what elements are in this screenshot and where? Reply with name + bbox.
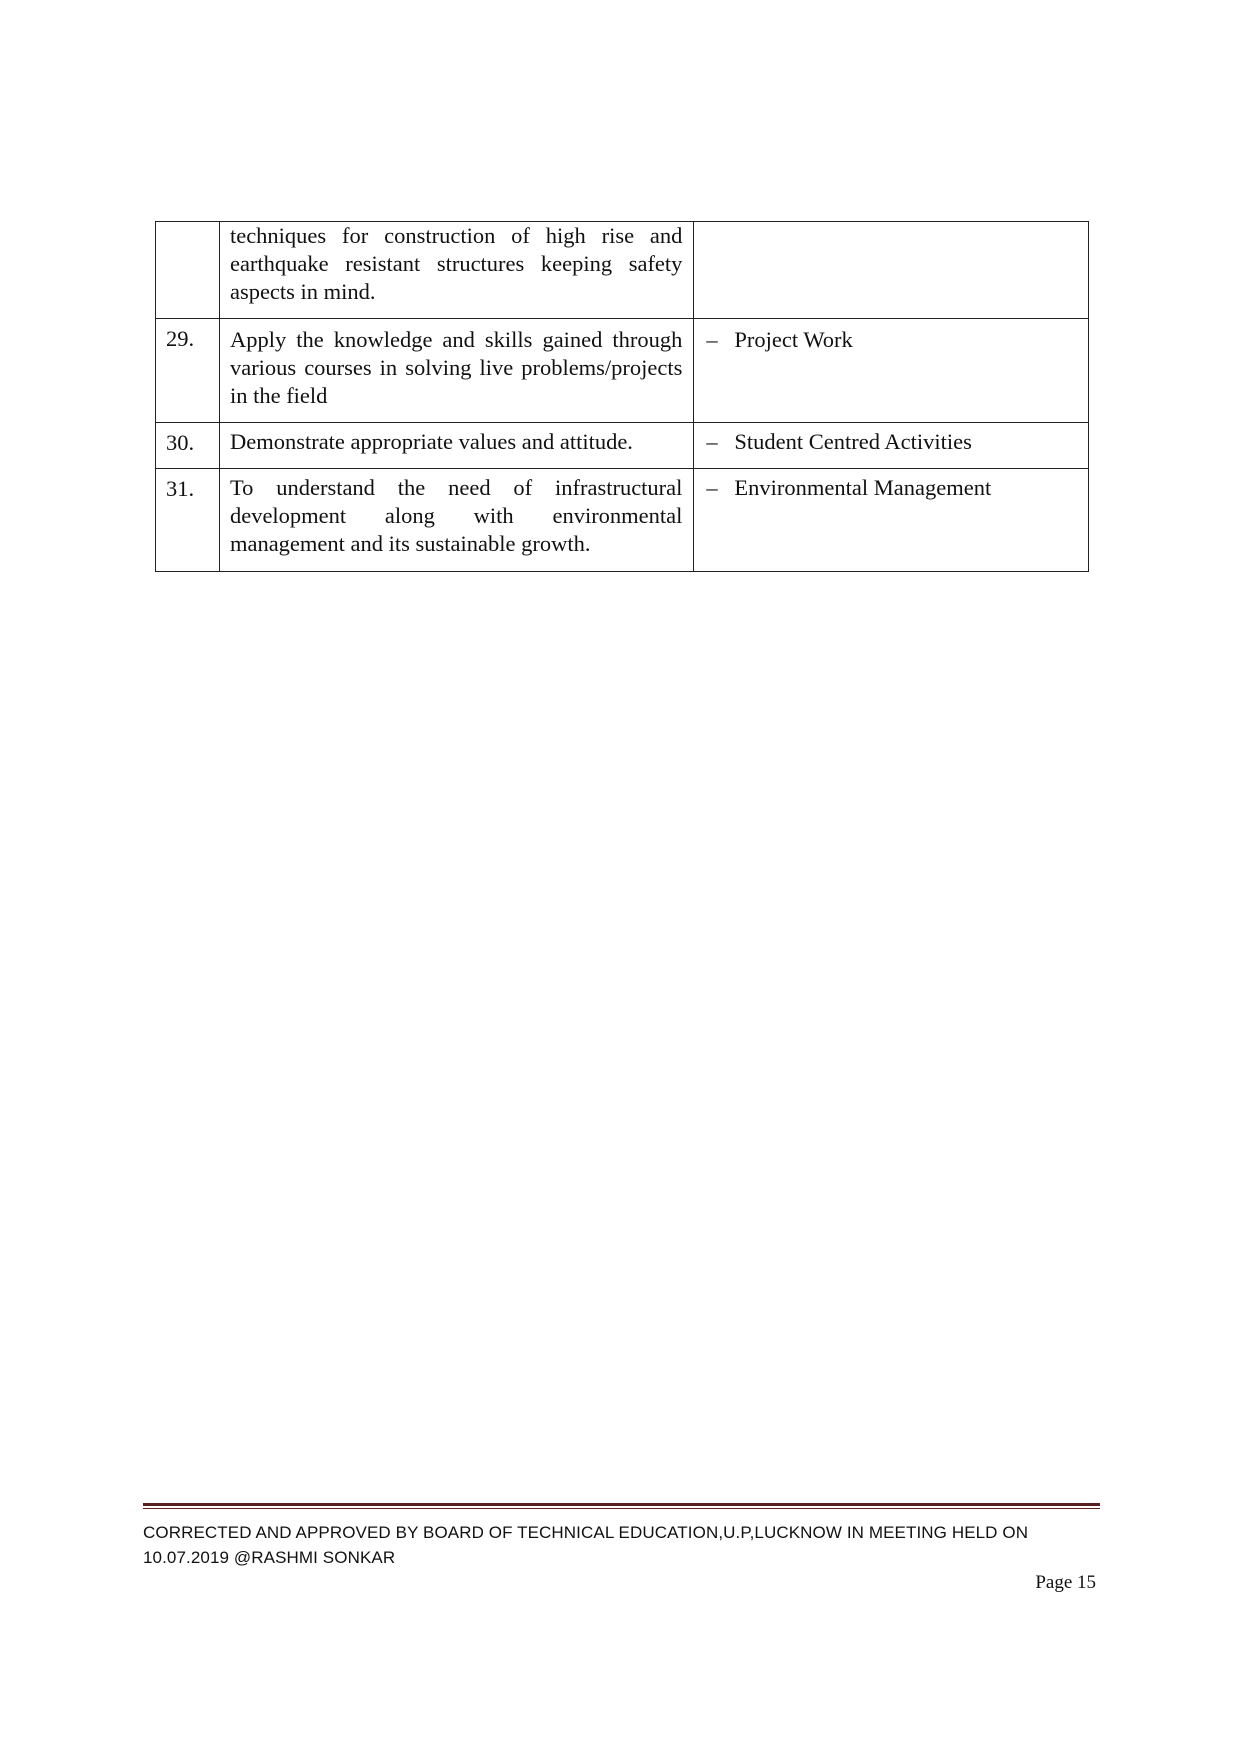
footer-rule-thin	[143, 1508, 1100, 1509]
mapping-cell	[694, 319, 1089, 423]
dash-bullet: –	[706, 429, 718, 454]
row-number: 30.	[156, 423, 220, 469]
page-footer	[143, 1503, 1100, 1594]
footer-line-1: CORRECTED AND APPROVED BY BOARD OF TECHNICAL EDUCATION,U.P,LUCKNOW IN MEETING HELD ON	[143, 1523, 1029, 1542]
mapping-cell	[694, 469, 1089, 572]
mapping-cell	[694, 423, 1089, 469]
page-number: Page 15	[1035, 1572, 1096, 1593]
outcome-text: Apply the knowledge and skills gained through various courses in solving live problems/projects in the field	[219, 319, 693, 423]
row-number	[156, 222, 220, 319]
table-row	[156, 469, 1089, 572]
table-row	[156, 319, 1089, 423]
footer-line-2: 10.07.2019 @RASHMI SONKAR	[143, 1548, 396, 1567]
footer-note	[143, 1520, 1100, 1570]
table-row	[156, 423, 1089, 469]
outcome-text: Demonstrate appropriate values and attitude.	[219, 423, 693, 469]
outcome-text: To understand the need of infrastructural development along with environmental management and its sustainable growth.	[219, 469, 693, 572]
outcome-text: techniques for construction of high rise and earthquake resistant structures keeping safety aspects in mind.	[219, 222, 693, 319]
dash-bullet: –	[706, 475, 718, 500]
row-number: 29.	[156, 319, 220, 423]
mapping-text: Student Centred Activities	[734, 429, 972, 454]
mapping-text: Project Work	[734, 327, 853, 352]
outcomes-table	[155, 221, 1089, 572]
table-row	[156, 222, 1089, 319]
dash-bullet: –	[706, 327, 718, 352]
row-number: 31.	[156, 469, 220, 572]
mapping-cell	[694, 222, 1089, 319]
mapping-text: Environmental Management	[734, 475, 992, 500]
